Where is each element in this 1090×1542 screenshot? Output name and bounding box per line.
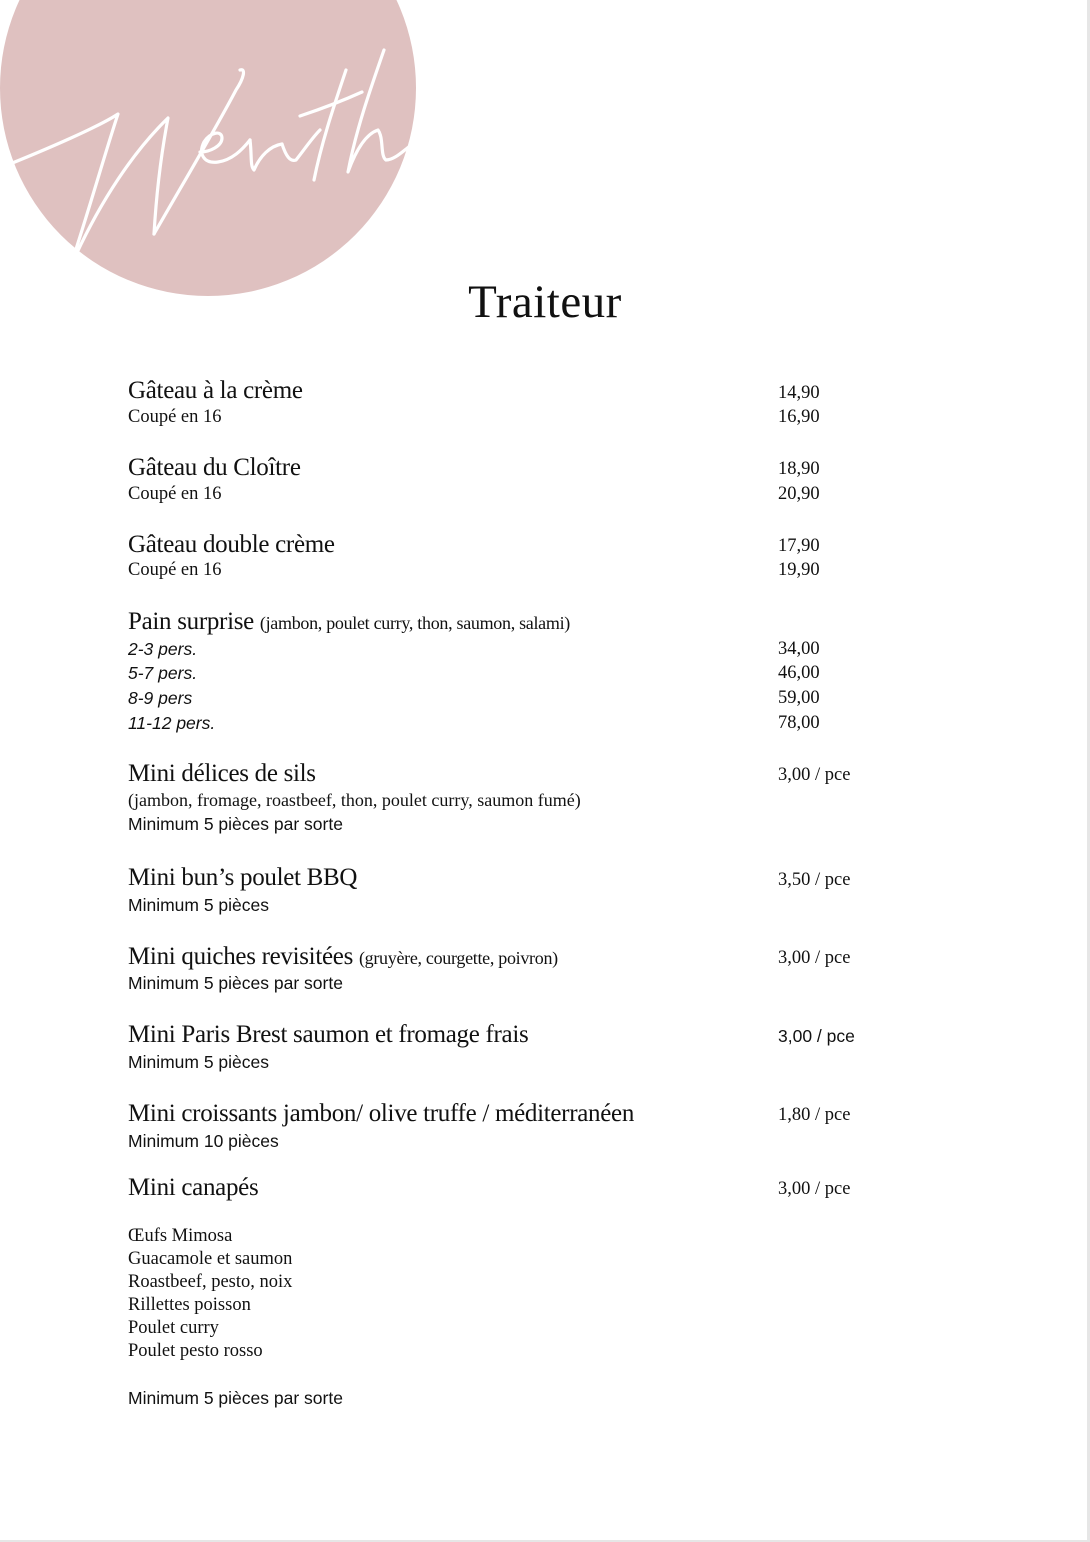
item-name-line [128, 606, 570, 639]
item-price: 17,90 [778, 536, 820, 556]
item-price: 3,00 / pce [778, 948, 851, 968]
item-sub: Coupé en 16 [128, 484, 222, 504]
item-sub-price: 20,90 [778, 484, 820, 504]
item-price: 3,00 / pce [778, 1179, 851, 1199]
size-label: 5-7 pers. [128, 663, 198, 683]
canape-item: Rillettes poisson [128, 1295, 251, 1315]
size-label: 2-3 pers. [128, 639, 198, 659]
item-sub: (jambon, fromage, roastbeef, thon, poulet curry, saumon fumé) [128, 790, 581, 810]
item-name: Pain surprise [128, 608, 254, 635]
item-price: 3,50 / pce [778, 870, 851, 890]
item-price: 1,80 / pce [778, 1105, 851, 1125]
item-name: Mini bun’s poulet BBQ [128, 864, 358, 891]
item-price: 3,00 / pce [778, 765, 851, 785]
item-name: Mini Paris Brest saumon et fromage frais [128, 1021, 529, 1048]
item-name: Mini canapés [128, 1174, 259, 1201]
canape-item: Poulet pesto rosso [128, 1341, 263, 1361]
item-min: Minimum 5 pièces [128, 1052, 270, 1072]
item-name: Mini délices de sils [128, 760, 316, 787]
item-sub: Coupé en 16 [128, 407, 222, 427]
size-label: 8-9 pers [128, 688, 193, 708]
canape-item: Œufs Mimosa [128, 1226, 233, 1246]
item-name: Gâteau à la crème [128, 377, 303, 404]
item-name: Gâteau du Cloître [128, 454, 301, 481]
item-price: 14,90 [778, 383, 820, 403]
canape-item: Guacamole et saumon [128, 1249, 293, 1269]
werth-logo [0, 0, 420, 300]
item-price: 18,90 [778, 459, 820, 479]
item-sub-price: 19,90 [778, 560, 820, 580]
item-name-line [128, 941, 558, 974]
size-price: 78,00 [778, 713, 820, 733]
size-price: 34,00 [778, 639, 820, 659]
size-label: 11-12 pers. [128, 713, 216, 733]
item-sub: Coupé en 16 [128, 560, 222, 580]
item-min: Minimum 5 pièces par sorte [128, 1388, 343, 1408]
item-name: Mini croissants jambon/ olive truffe / méditerranéen [128, 1100, 635, 1127]
item-price: 3,00 / pce [778, 1026, 855, 1046]
item-min: Minimum 5 pièces [128, 895, 270, 915]
item-note: (jambon, poulet curry, thon, saumon, salami) [259, 613, 570, 633]
item-name: Mini quiches revisitées [128, 943, 353, 970]
item-name: Gâteau double crème [128, 531, 335, 558]
page-title: Traiteur [468, 276, 622, 328]
size-price: 46,00 [778, 663, 820, 683]
item-min: Minimum 5 pièces par sorte [128, 814, 343, 834]
item-min: Minimum 10 pièces [128, 1131, 279, 1151]
size-price: 59,00 [778, 688, 820, 708]
canape-item: Poulet curry [128, 1318, 219, 1338]
canape-item: Roastbeef, pesto, noix [128, 1272, 293, 1292]
item-note: (gruyère, courgette, poivron) [358, 948, 558, 968]
item-sub-price: 16,90 [778, 407, 820, 427]
item-min: Minimum 5 pièces par sorte [128, 973, 343, 993]
